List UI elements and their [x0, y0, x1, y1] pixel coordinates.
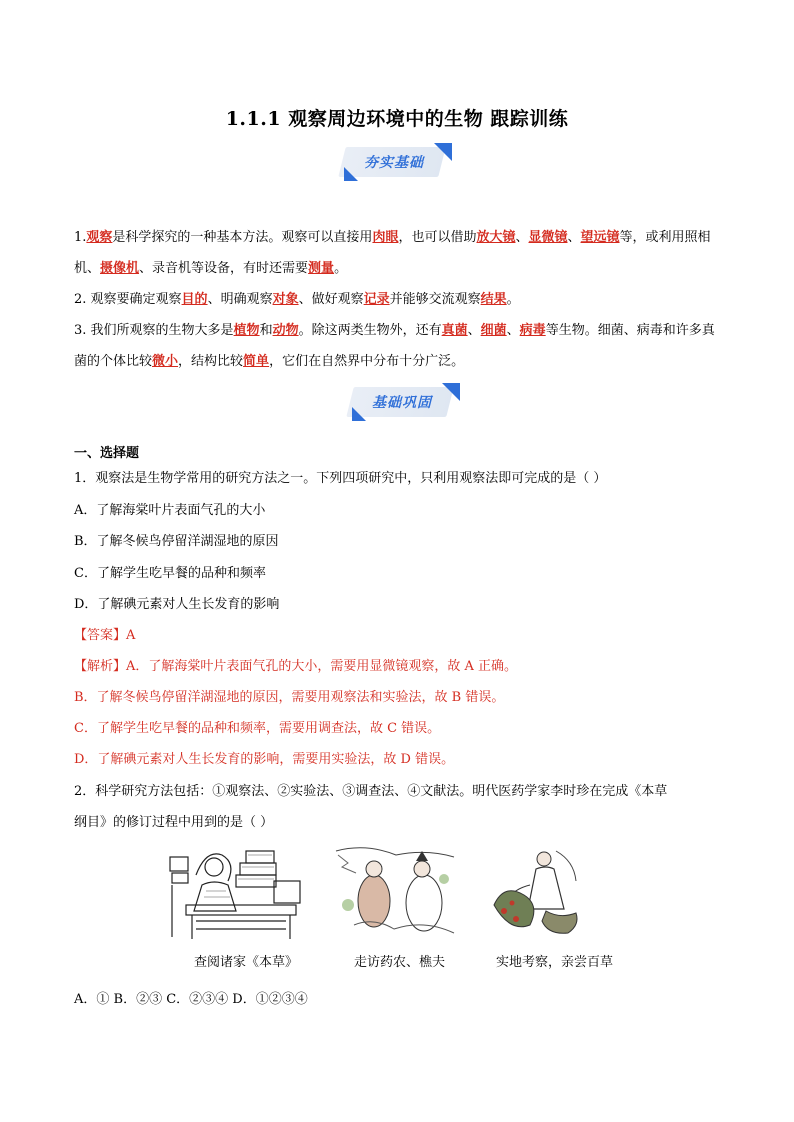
banner-label: 夯实基础: [364, 155, 424, 171]
caption-visiting: 走访药农、樵夫: [354, 955, 446, 970]
paragraph-text: 、录音机等设备，有时还需要: [139, 261, 309, 276]
basics-paragraph-1: [74, 222, 724, 284]
keyword-answer: 记录: [363, 292, 390, 307]
illustration-visiting-farmers: [334, 845, 458, 943]
keyword-answer: 目的: [181, 292, 208, 307]
paragraph-text: ，也可以借助: [398, 230, 477, 245]
paragraph-text: 。: [334, 261, 348, 276]
page-title: 1.1.1 观察周边环境中的生物 跟踪训练: [225, 108, 569, 130]
paragraph-text: 、做好观察: [298, 292, 364, 307]
q1-analysis-b: B．了解冬候鸟停留洋湖湿地的原因，需要用观察法和实验法，故 B 错误。: [74, 690, 505, 705]
section-heading: 一、选择题: [74, 446, 140, 461]
q1-option-c: C．了解学生吃早餐的品种和频率: [74, 566, 266, 581]
keyword-answer: 观察: [86, 230, 113, 245]
paragraph-text: 3. 我们所观察的生物大多是: [74, 323, 234, 338]
basics-paragraph-2: [74, 284, 724, 315]
keyword-answer: 动物: [272, 323, 299, 338]
q1-option-d: D．了解碘元素对人生长发育的影响: [74, 597, 280, 612]
illustration-field-investigation: [486, 845, 586, 943]
q2-stem-line1: 2．科学研究方法包括：①观察法、②实验法、③调查法、④文献法。明代医药学家李时珍在完成《本草: [74, 784, 668, 799]
paragraph-text: 1.: [74, 230, 87, 245]
paragraph-text: 是科学探究的一种基本方法。观察可以直接用: [112, 230, 373, 245]
paragraph-text: 。除这两类生物外，还有: [298, 323, 442, 338]
paragraph-text: ，结构比较: [178, 354, 244, 369]
paragraph-text: 等生物。细菌、病毒和许多真菌的个体比较: [74, 323, 715, 369]
section-banner-consolidate: [350, 383, 460, 421]
caption-reading: 查阅诸家《本草》: [194, 955, 299, 970]
keyword-answer: 显微镜: [528, 230, 568, 245]
keyword-answer: 望远镜: [580, 230, 620, 245]
paragraph-text: ，它们在自然界中分布十分广泛。: [269, 354, 465, 369]
paragraph-text: 、: [467, 323, 481, 338]
keyword-answer: 对象: [272, 292, 299, 307]
paragraph-text: 、: [567, 230, 581, 245]
paragraph-text: 、: [515, 230, 529, 245]
paragraph-text: 、: [506, 323, 520, 338]
keyword-answer: 肉眼: [372, 230, 399, 245]
q1-analysis-a: 【解析】A．了解海棠叶片表面气孔的大小，需要用显微镜观察，故 A 正确。: [74, 659, 518, 674]
paragraph-text: 。: [506, 292, 520, 307]
keyword-answer: 病毒: [519, 323, 546, 338]
keyword-answer: 结果: [480, 292, 507, 307]
q2-options: A．① B．②③ C．②③④ D．①②③④: [74, 992, 308, 1007]
basics-paragraph-3: [74, 315, 724, 377]
q1-option-b: B．了解冬候鸟停留洋湖湿地的原因: [74, 534, 279, 549]
q1-stem: 1．观察法是生物学常用的研究方法之一。下列四项研究中，只利用观察法即可完成的是（ ）: [74, 471, 607, 486]
banner-label: 基础巩固: [372, 395, 432, 411]
illustration-reading-books: [166, 845, 306, 943]
q1-answer: 【答案】A: [74, 628, 136, 643]
keyword-answer: 真菌: [441, 323, 468, 338]
keyword-answer: 植物: [233, 323, 260, 338]
section-banner-basics: [342, 143, 452, 181]
q1-option-a: A．了解海棠叶片表面气孔的大小: [74, 503, 266, 518]
paragraph-text: 并能够交流观察: [389, 292, 481, 307]
keyword-answer: 摄像机: [100, 261, 140, 276]
keyword-answer: 测量: [308, 261, 335, 276]
paragraph-text: 和: [259, 323, 273, 338]
keyword-answer: 简单: [243, 354, 270, 369]
q2-stem-line2: 纲目》的修订过程中用到的是（ ）: [74, 815, 274, 830]
caption-field: 实地考察，亲尝百草: [496, 955, 614, 970]
keyword-answer: 微小: [152, 354, 179, 369]
q1-analysis-c: C．了解学生吃早餐的品种和频率，需要用调查法，故 C 错误。: [74, 721, 441, 736]
keyword-answer: 放大镜: [476, 230, 516, 245]
paragraph-text: 等，或利用照相机、: [74, 230, 711, 276]
paragraph-text: 2. 观察要确定观察: [74, 292, 182, 307]
paragraph-text: 、明确观察: [207, 292, 273, 307]
q1-analysis-d: D．了解碘元素对人生长发育的影响，需要用实验法，故 D 错误。: [74, 752, 455, 767]
keyword-answer: 细菌: [480, 323, 507, 338]
